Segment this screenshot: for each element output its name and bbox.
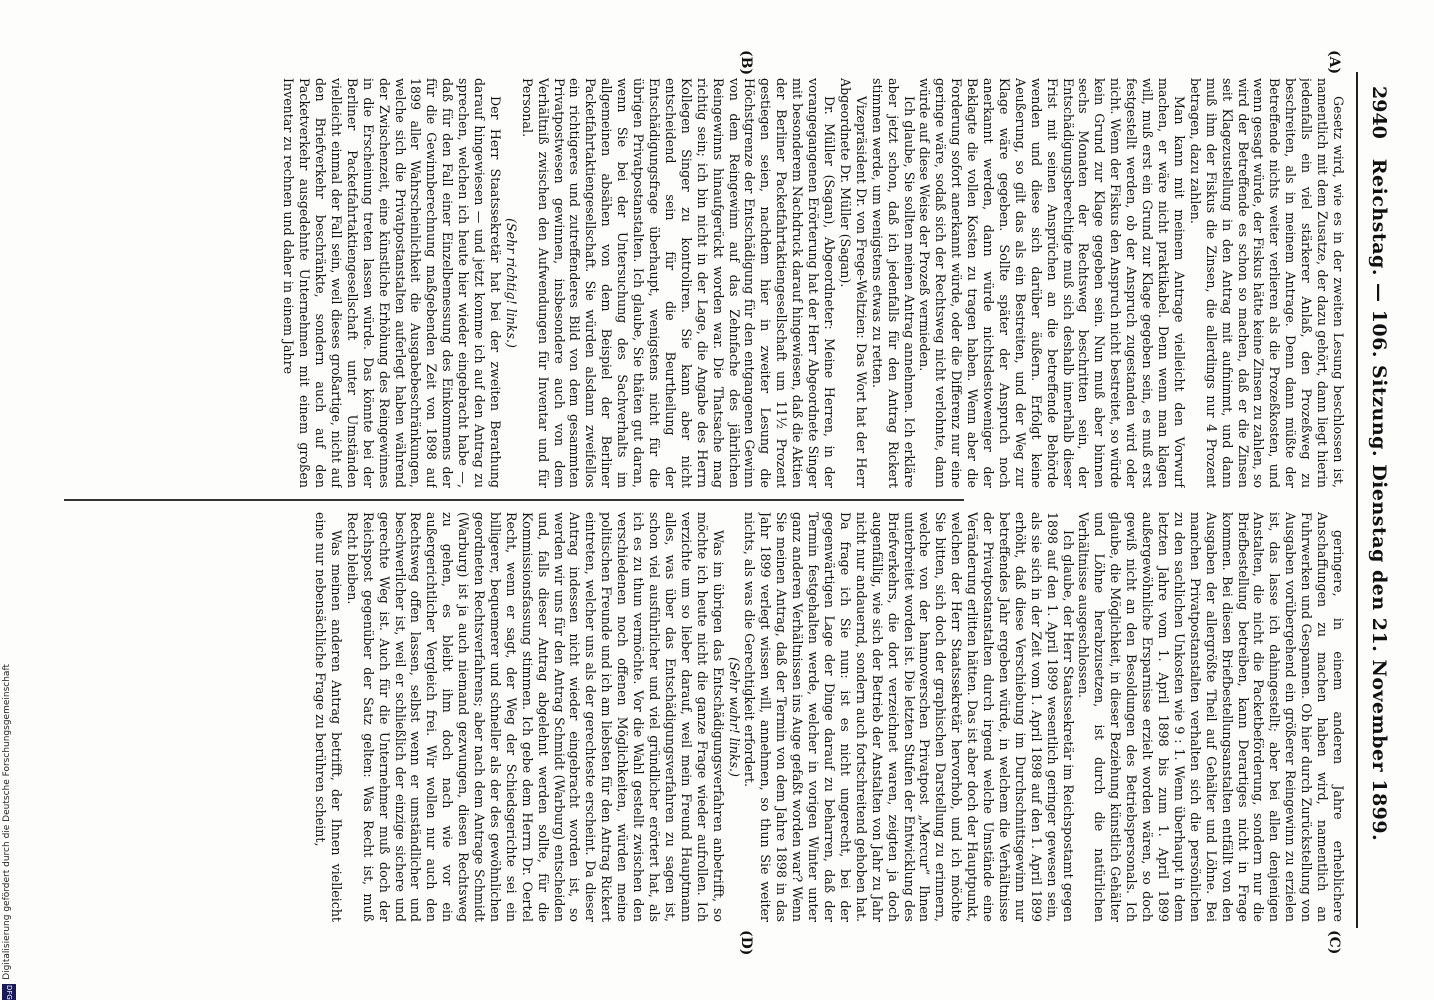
dfg-logo-icon: DFG xyxy=(2,984,16,1000)
margin-marker-d: (D) xyxy=(738,930,754,956)
paragraph: Was im übrigen das Entschädigungsverfahren anbetrifft, so möchte ich heute nicht die ganze Frage wieder aufrollen. Ich verzichte um so lieber darauf, weil mein Freund Hauptmann alles, was über das Entschädigungsverfahren zu sagen ist, schon viel ausführlicher und viel gründlicher erörtert hat, als ich es zu thun vermöchte. Vor die Wahl gestellt zwischen den verschiedenen noch offenen Möglichkeiten, würden meine politischen Freunde und ich am liebsten für den Antrag Rickert eintreten, welcher uns als der gerechteste erscheint. Da dieser Antrag indessen nicht wieder eingebracht worden ist, so werden wir uns für den Antrag Schmidt (Warburg) entscheiden und, falls dieser Antrag abgelehnt werden sollte, für die Kommissionsfassung stimmen. Ich gebe dem Herrn Dr. Oertel Recht, wenn er sagt, der Weg der Schiedsgerichte sei ein billigerer, bequemerer und schneller als der des gewöhnlichen geordneten Rechtsverfahrens; aber nach dem Antrage Schmidt (Warburg) ist ja auch niemand gezwungen, diesen Rechtsweg zu gehen, es bleibt ihm doch nach wie vor ein außergerichtlicher Vergleich frei. Wir wollen nur auch den Rechtsweg offen lassen, selbst wenn er umständlicher und beschwerlicher ist, weil er schließlich der einzige sichere und gerechte Weg ist. Auch für die Unternehmer muß doch der Reichspost gegenüber der Satz gelten: Was Recht ist, muß Recht bleiben. xyxy=(344,512,726,922)
interjection: (Sehr wahr! links.) xyxy=(726,657,742,777)
paragraph: Was meinen anderen Antrag betrifft, der Ihnen vielleicht eine nur nebensächliche Frage zu berühren scheint, xyxy=(313,512,344,922)
paragraph: Gesetz wird, wie es in der zweiten Lesung beschlossen ist, namentlich mit dem Zusatze, der dazu gehört, dann liegt hierin jedenfalls ein viel stärkerer Anlaß, den Prozeßweg zu beschreiten, als in meinem Antrage. Denn dann müßte der Betreffende nichts weiter verlieren als die Prozeßkosten, und wenn gesagt würde, der Fiskus hätte keine Zinsen zu zahlen, so wird der Betreffende es schon so machen, daß er die Zinsen seit Klagezustellung in den Antrag mit aufnimmt, und dann muß ihm der Fiskus die Zinsen, die allerdings nur 4 Prozent betragen, dazu zahlen. xyxy=(1187,78,1346,488)
paragraph: geringere, in einem anderen Jahre erheblichere Anschaffungen zu machen haben wird, namentlich an Fuhrwerken und Gespannen. Ob hier durch Zurückstellung von Ausgaben vorübergehend ein größerer Reingewinn zu erzielen ist, das lasse ich dahingestellt; aber bei allen denjenigen Anstalten, die nicht die Packetbeförderung, sondern nur die Briefbestellung betreiben, kann Derartiges nicht in Frage kommen. Bei diesen Briefbestellungsanstalten entfällt von den Ausgaben der allergrößte Theil auf Gehälter und Löhne. Bei manchen Privatpostanstalten verhalten sich die persönlichen zu den sachlichen Unkosten wie 9 : 1. Wenn überhaupt in dem letzten Jahre vom 1. April 1898 bis zum 1. April 1899 außergewöhnliche Ersparnisse erzielt worden wären, so doch gewiß nicht an den Besoldungen des Betriebspersonals. Ich glaube, die Möglichkeit, in dieser Beziehung künstlich Gehälter und Löhne herabzusetzen, ist durch die natürlichen Verhältnisse ausgeschlossen. xyxy=(1076,512,1346,922)
right-column xyxy=(86,512,1346,922)
margin-marker-b: (B) xyxy=(738,50,754,76)
paragraph: Man kann mit meinem Antrage vielleicht den Vorwurf machen, er wäre nicht praktikabel. Denn wenn man klagen will, muß erst ein Grund zur Klage gegeben sein, es muß erst festgestellt werden, ob der Anspruch zugestanden wird oder nicht. Wenn der Fiskus den Anspruch nicht bestreitet, so würde kein Grund zur Klage gegeben sein. Nun muß aber binnen sechs Monaten der Rechtsweg beschritten sein, der Entschädigungsberechtigte muß sich deshalb innerhalb dieser Frist mit seinen Ansprüchen an die betreffende Behörde wenden und diese sich darüber äußern. Erfolgt keine Aeußerung, so gilt das als ein Bestreiten, und der Weg zur Klage wäre gegeben. Sollte später der Anspruch noch anerkannt werden, dann würde nichtsdestoweniger der Beklagte die vollen Kosten zu tragen haben. Wenn aber die Forderung sofort anerkannt würde, oder die Differenz nur eine geringe wäre, sodaß sich der Rechtsweg nicht verlohnte, dann würde auf diese Weise der Prozeß vermieden. xyxy=(917,78,1187,488)
page-title: Reichstag. — 106. Sitzung. Dienstag den 21. November 1899. xyxy=(1368,158,1390,842)
attribution-sidebar xyxy=(0,0,22,1000)
column-divider xyxy=(64,499,964,501)
paragraph: Ich glaube, Sie sollten meinen Antrag annehmen. Ich erkläre aber jetzt schon, daß ich jedenfalls für den Antrag Rickert stimmen werde, um wenigstens etwas zu retten. xyxy=(869,78,917,488)
interjection: (Sehr richtig! links.) xyxy=(503,218,519,348)
margin-marker-c: (C) xyxy=(1326,930,1342,955)
margin-marker-a: (A) xyxy=(1326,50,1342,75)
page-header xyxy=(1358,0,1394,1000)
attribution-text: Digitalisierung gefördert durch die Deutsche Forschungsgemeinschaft xyxy=(2,664,12,980)
page-number: 2940 xyxy=(1368,86,1390,139)
paragraph: Dr. Müller (Sagan), Abgeordneter: Meine Herren, in der vorangegangenen Erörterung hat der Herr Abgeordnete Singer mit besonderem Nachdruck darauf hingewiesen, daß die Aktien der Berliner Packetfahrtaktiengesellschaft um 11½ Prozent gestiegen seien, nachdem hier in zweiter Lesung die Höchstgrenze der Entschädigung für den entgangenen Gewinn von dem Reingewinn auf das Zehnfache des jährlichen Reingewinns hinaufgerückt worden war. Die Thatsache mag richtig sein; ich bin nicht in der Lage, die Angabe des Herrn Kollegen Singer zu kontroliren. Sie kann aber nicht entscheidend sein für die Beurtheilung der Entschädigungsfrage überhaupt, wenigstens nicht für die übrigen Privatpostanstalten. Ich glaube, Sie thäten gut daran, wenn Sie bei der Untersuchung des Sachverhalts im allgemeinen absähen von dem Beispiel der Berliner Packetfahrtaktiengesellschaft. Sie würden alsdann zweifellos ein richtigeres und zutreffenderes Bild von dem gesammten Privatpostwesen gewinnen, insbesondere auch von dem Verhältniß zwischen den Aufwendungen für Inventar und für Personal. xyxy=(519,78,837,488)
paragraph: Vizepräsident Dr. von Frege-Weltzien: Das Wort hat der Herr Abgeordnete Dr. Müller (Sagan). xyxy=(837,78,869,488)
left-column xyxy=(86,78,1346,488)
paragraph: Ich glaube, der Herr Staatssekretär im Reichspostamt gegen 1898 auf den 1. April 1899 wesentlich geringer gewesen sein, als sie sich in der Zeit vom 1. April 1898 auf den 1. April 1899 erhöht, daß diese Verschiebung im Durchschnittsgewinn nur betreffendes Jahr ergeben würde, in welchem die Verhältnisse der Privatpostanstalten durch irgend welche Umstände eine Veränderung erlitten hätten. Das ist aber doch der Hauptpunkt, welchen der Herr Staatssekretär hervorhob, und ich möchte Sie bitten, sich doch der graphischen Darstellung zu erinnern, welche von der hannoverschen Privatpost „Mercur“ Ihnen unterbreitet worden ist. Die letzten Stufen der Entwicklung des Briefverkehrs, die dort verzeichnet waren, zeigten ja doch augenfällig, wie sich der Betrieb der Anstalten von Jahr zu Jahr nicht nur andauernd, sondern auch fortschreitend gehoben hat. Da frage ich Sie nun: ist es nicht ungerecht, bei der gegenwärtigen Lage der Dinge darauf zu beharren, daß der Termin festgehalten werde, welcher in vorigen Winter unter ganz anderen Verhältnissen ins Auge gefaßt worden war? Wenn Sie meinen Antrag, daß der Termin von dem Jahre 1898 in das Jahr 1899 verlegt wissen will, annehmen, so thun Sie weiter nichts, als was die Gerechtigkeit erfordert. xyxy=(742,512,1076,922)
paragraph: Der Herr Staatssekretär hat bei der zweiten Berathung darauf hingewiesen — und jetzt komme ich auf den Antrag zu sprechen, welchen ich heute hier wieder eingebracht habe —, daß für den Fall einer Einzelbemessung des Einkommens der für die Gewinnberechnung maßgebenden Zeit von 1898 auf 1899 aller Wahrscheinlichkeit die Ausgabebeschränkungen, welche sich die Privatpostanstalten auferlegt haben während der Zwischenzeit, eine künstliche Erhöhung des Reingewinnes in die Erscheinung treten lassen würde. Das könnte bei der Berliner Packetfahrtaktiengesellschaft unter Umständen vielleicht einmal der Fall sein, weil dieses großartige, nicht auf den Briefverkehr beschränkte, sondern auch auf den Packetverkehr ausgedehnte Unternehmen mit einem großen Inventar zu rechnen und daher in einem Jahre xyxy=(281,78,503,488)
header-rule xyxy=(1356,72,1358,928)
